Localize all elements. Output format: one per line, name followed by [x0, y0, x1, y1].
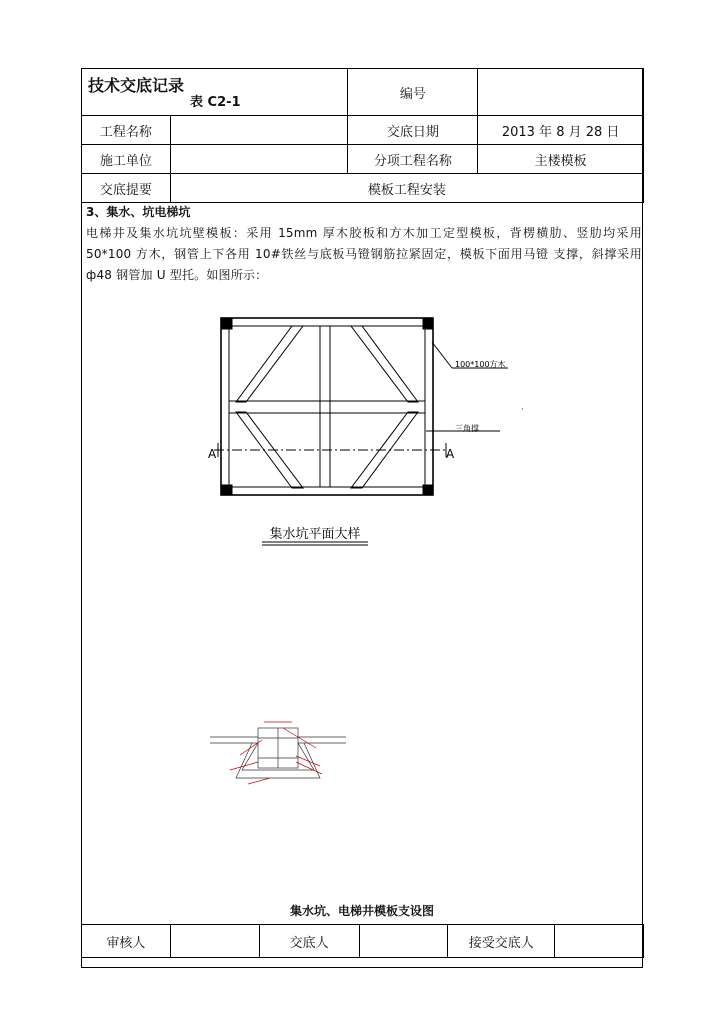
document-title: 技术交底记录 — [88, 76, 185, 95]
constructor-value — [170, 145, 348, 174]
subproject-value: 主楼模板 — [478, 145, 644, 174]
section-title: 3、集水、坑电梯坑 — [86, 205, 191, 219]
subproject-label: 分项工程名称 — [348, 145, 478, 174]
brace-label: 三角撑 — [455, 424, 479, 433]
date-label: 交底日期 — [348, 116, 478, 145]
discloser-label: 交底人 — [259, 925, 359, 958]
project-name-label: 工程名称 — [82, 116, 171, 145]
reviewer-label: 审核人 — [82, 925, 171, 958]
summary-value: 模板工程安装 — [170, 174, 643, 203]
reviewer-value — [170, 925, 259, 958]
constructor-label: 施工单位 — [82, 145, 171, 174]
figure-caption: 集水坑、电梯井模板支设图 — [289, 904, 434, 918]
section-mark-right: A — [446, 447, 455, 461]
pit-plan-drawing — [0, 300, 724, 860]
timber-label: 100*100方木 — [455, 360, 506, 369]
number-value — [478, 69, 644, 116]
summary-label: 交底提要 — [82, 174, 171, 203]
section-detail-drawing — [210, 722, 346, 784]
form-number: 表 C2-1 — [190, 95, 241, 110]
signature-table — [81, 924, 644, 958]
project-name-value — [170, 116, 348, 145]
receiver-value — [555, 925, 644, 958]
header-table — [81, 68, 644, 203]
stray-mark: · — [521, 405, 524, 414]
title-cell — [82, 69, 348, 116]
date-value: 2013 年 8 月 28 日 — [478, 116, 644, 145]
content-paragraph: 电梯井及集水坑坑壁模板：采用 15mm 厚木胶板和方木加工定型模板，背楞横肋、竖肋均采用 50*100 方木，钢管上下各用 10#铁丝与底板马镫钢筋拉紧固定，模板下面用马镫 支撑，斜撑采用 ф48 钢管加 U 型托。如图所示： — [86, 226, 642, 282]
receiver-label: 接受交底人 — [448, 925, 555, 958]
number-label: 编号 — [348, 69, 478, 116]
content-block — [86, 202, 642, 286]
section-mark-left: A — [208, 447, 217, 461]
discloser-value — [359, 925, 448, 958]
plan-caption: 集水坑平面大样 — [269, 527, 361, 542]
